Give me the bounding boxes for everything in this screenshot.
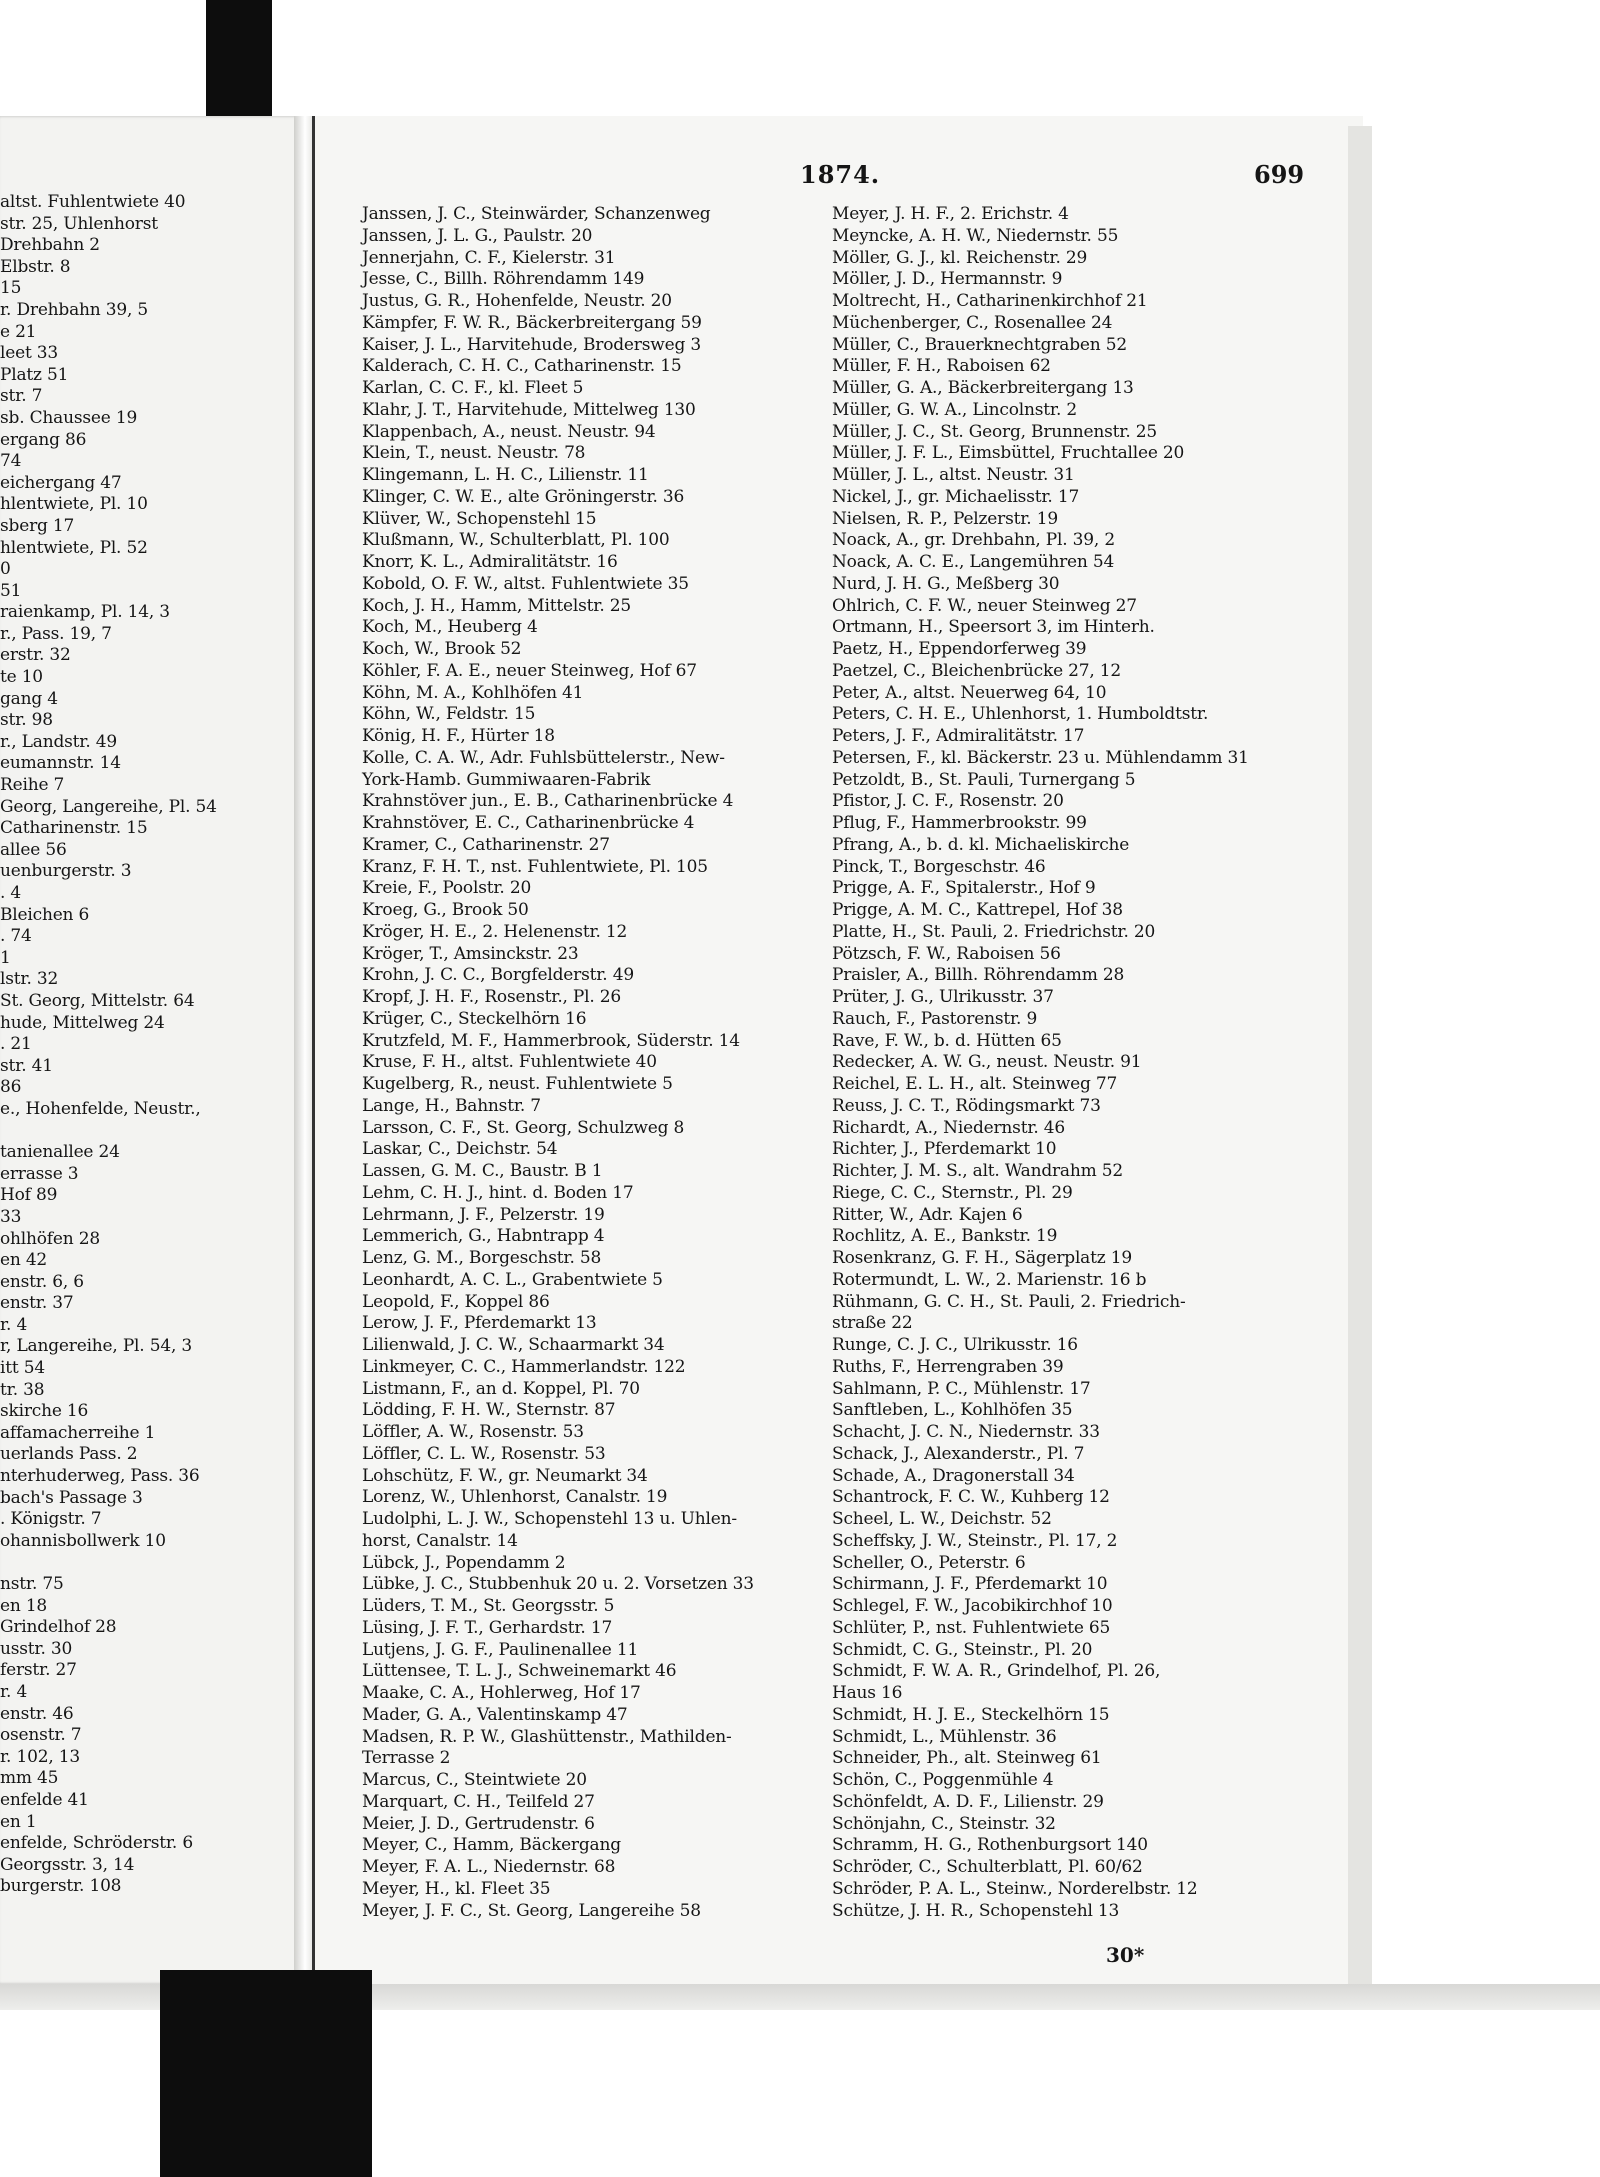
page-year-header: 1874. — [800, 160, 881, 189]
directory-entry: e., Hohenfelde, Neustr., — [0, 1098, 201, 1119]
directory-entry: r. Drehbahn 39, 5 — [0, 299, 149, 320]
directory-entry: lstr. 32 — [0, 969, 59, 990]
directory-entry: . 21 — [0, 1034, 32, 1055]
directory-entry: Schütze, J. H. R., Schopenstehl 13 — [832, 1900, 1120, 1921]
directory-entry: Riege, C. C., Sternstr., Pl. 29 — [832, 1182, 1073, 1203]
directory-entry: Nurd, J. H. G., Meßberg 30 — [832, 573, 1060, 594]
directory-entry: Kropf, J. H. F., Rosenstr., Pl. 26 — [362, 987, 622, 1007]
directory-entry: 1 — [0, 947, 11, 968]
directory-entry: Rosenkranz, G. F. H., Sägerplatz 19 — [832, 1248, 1132, 1268]
directory-entry: Hof 89 — [0, 1185, 58, 1206]
directory-entry: Drehbahn 2 — [0, 235, 100, 256]
directory-entry: Petersen, F., kl. Bäckerstr. 23 u. Mühlendamm 31 — [832, 747, 1249, 768]
directory-entry: te 10 — [0, 667, 43, 688]
directory-entry: Meyer, J. H. F., 2. Erichstr. 4 — [832, 204, 1069, 224]
directory-entry: Laskar, C., Deichstr. 54 — [362, 1139, 558, 1160]
directory-entry: enfelde 41 — [0, 1789, 89, 1810]
directory-entry: Haus 16 — [832, 1683, 903, 1703]
directory-entry: Schirmann, J. F., Pferdemarkt 10 — [832, 1574, 1108, 1595]
directory-entry: Listmann, F., an d. Koppel, Pl. 70 — [362, 1378, 640, 1399]
directory-entry: Platte, H., St. Pauli, 2. Friedrichstr. 20 — [832, 921, 1156, 942]
directory-entry: Müller, G. W. A., Lincolnstr. 2 — [832, 399, 1077, 420]
directory-entry: mm 45 — [0, 1768, 59, 1789]
directory-entry: enstr. 46 — [0, 1703, 74, 1724]
directory-entry: Müchenberger, C., Rosenallee 24 — [832, 312, 1113, 333]
directory-entry: Noack, A., gr. Drehbahn, Pl. 39, 2 — [832, 530, 1115, 551]
directory-entry: Lehm, C. H. J., hint. d. Boden 17 — [362, 1182, 634, 1203]
directory-entry: ohlhöfen 28 — [0, 1228, 100, 1249]
directory-entry: Krohn, J. C. C., Borgfelderstr. 49 — [362, 965, 634, 986]
directory-entry: Rotermundt, L. W., 2. Marienstr. 16 b — [832, 1269, 1147, 1290]
directory-entry: Richter, J., Pferdemarkt 10 — [832, 1139, 1057, 1160]
directory-entry: en 42 — [0, 1250, 48, 1271]
directory-entry: usstr. 30 — [0, 1638, 73, 1659]
directory-entry: Schramm, H. G., Rothenburgsort 140 — [832, 1835, 1148, 1856]
directory-entry: ferstr. 27 — [0, 1660, 77, 1681]
directory-entry: Schade, A., Dragonerstall 34 — [832, 1465, 1075, 1486]
directory-entry: itt 54 — [0, 1358, 45, 1379]
directory-entry: Rave, F. W., b. d. Hütten 65 — [832, 1030, 1062, 1051]
directory-entry — [0, 1121, 296, 1143]
directory-entry: 86 — [0, 1077, 22, 1098]
directory-entry: Müller, C., Brauerknechtgraben 52 — [832, 334, 1127, 355]
directory-entry: gang 4 — [0, 688, 58, 709]
directory-entry: Richardt, A., Niedernstr. 46 — [832, 1117, 1066, 1138]
directory-entry: Praisler, A., Billh. Röhrendamm 28 — [832, 965, 1125, 986]
directory-entry: Meyer, J. F. C., St. Georg, Langereihe 58 — [362, 1900, 701, 1921]
directory-entry: Redecker, A. W. G., neust. Neustr. 91 — [832, 1052, 1142, 1073]
directory-entry: Peter, A., altst. Neuerweg 64, 10 — [832, 682, 1107, 703]
directory-entry: Peters, C. H. E., Uhlenhorst, 1. Humboldtstr. — [832, 704, 1209, 725]
directory-entry: Klingemann, L. H. C., Lilienstr. 11 — [362, 465, 649, 485]
binding-strip-bottom — [160, 1970, 372, 2177]
directory-entry: Kobold, O. F. W., altst. Fuhlentwiete 35 — [362, 573, 689, 594]
directory-entry: 15 — [0, 278, 22, 299]
directory-entry: Meyer, H., kl. Fleet 35 — [362, 1878, 551, 1899]
directory-entry: Linkmeyer, C. C., Hammerlandstr. 122 — [362, 1356, 686, 1377]
directory-entry: Meyer, F. A. L., Niedernstr. 68 — [362, 1857, 616, 1877]
directory-entry: Lenz, G. M., Borgeschstr. 58 — [362, 1248, 602, 1268]
directory-entry: bach's Passage 3 — [0, 1487, 143, 1508]
directory-entry: Kroeg, G., Brook 50 — [362, 900, 529, 920]
directory-entry: Müller, G. A., Bäckerbreitergang 13 — [832, 378, 1134, 398]
directory-entry: Pötzsch, F. W., Raboisen 56 — [832, 943, 1061, 964]
directory-entry: 0 — [0, 559, 11, 580]
directory-entry: r. 4 — [0, 1314, 28, 1335]
directory-entry: Krahnstöver jun., E. B., Catharinenbrücke 4 — [362, 791, 734, 812]
directory-entry: tanienallee 24 — [0, 1142, 120, 1163]
directory-entry: Kranz, F. H. T., nst. Fuhlentwiete, Pl. 105 — [362, 856, 708, 877]
directory-entry: Janssen, J. C., Steinwärder, Schanzenweg — [362, 204, 711, 224]
directory-entry: Lorenz, W., Uhlenhorst, Canalstr. 19 — [362, 1487, 668, 1508]
directory-entry: str. 25, Uhlenhorst — [0, 213, 158, 234]
directory-entry: Sahlmann, P. C., Mühlenstr. 17 — [832, 1378, 1091, 1399]
directory-entry: Moltrecht, H., Catharinenkirchhof 21 — [832, 291, 1148, 311]
directory-entry: nstr. 75 — [0, 1574, 64, 1594]
directory-entry: Prigge, A. M. C., Kattrepel, Hof 38 — [832, 900, 1123, 920]
directory-entry: sb. Chaussee 19 — [0, 407, 138, 428]
directory-entry: Georg, Langereihe, Pl. 54 — [0, 796, 217, 817]
directory-entry: enstr. 37 — [0, 1293, 74, 1314]
directory-entry: Pfistor, J. C. F., Rosenstr. 20 — [832, 791, 1064, 812]
directory-entry: Lübck, J., Popendamm 2 — [362, 1552, 566, 1573]
directory-entry: Möller, J. D., Hermannstr. 9 — [832, 269, 1063, 290]
directory-entry: Schlüter, P., nst. Fuhlentwiete 65 — [832, 1617, 1111, 1638]
directory-entry: r., Landstr. 49 — [0, 731, 117, 752]
directory-entry: Ortmann, H., Speersort 3, im Hinterh. — [832, 617, 1155, 638]
directory-entry: Rochlitz, A. E., Bankstr. 19 — [832, 1226, 1058, 1247]
directory-entry: affamacherreihe 1 — [0, 1422, 156, 1443]
directory-entry: Koch, W., Brook 52 — [362, 639, 522, 659]
directory-entry: Lüttensee, T. L. J., Schweinemarkt 46 — [362, 1661, 677, 1682]
directory-entry: Köhn, M. A., Kohlhöfen 41 — [362, 682, 584, 703]
directory-entry: Ludolphi, L. J. W., Schopenstehl 13 u. Uhlen- — [362, 1509, 737, 1529]
directory-entry: Scheel, L. W., Deichstr. 52 — [832, 1509, 1052, 1529]
directory-entry: Schön, C., Poggenmühle 4 — [832, 1770, 1054, 1790]
directory-entry — [0, 1552, 296, 1574]
directory-entry: Schacht, J. C. N., Niedernstr. 33 — [832, 1422, 1100, 1442]
directory-entry: Sanftleben, L., Kohlhöfen 35 — [832, 1400, 1073, 1421]
directory-entry: enfelde, Schröderstr. 6 — [0, 1833, 193, 1854]
directory-entry: Prigge, A. F., Spitalerstr., Hof 9 — [832, 878, 1096, 899]
directory-entry: . Königstr. 7 — [0, 1509, 102, 1530]
directory-entry: Paetzel, C., Bleichenbrücke 27, 12 — [832, 660, 1121, 681]
directory-entry: Schmidt, H. J. E., Steckelhörn 15 — [832, 1704, 1110, 1725]
directory-entry: Nielsen, R. P., Pelzerstr. 19 — [832, 508, 1058, 529]
directory-entry: Pinck, T., Borgeschstr. 46 — [832, 856, 1046, 877]
directory-entry: skirche 16 — [0, 1401, 89, 1422]
directory-entry: Schmidt, C. G., Steinstr., Pl. 20 — [832, 1639, 1093, 1660]
directory-entry: Petzoldt, B., St. Pauli, Turnergang 5 — [832, 769, 1136, 790]
directory-entry: Löffler, C. L. W., Rosenstr. 53 — [362, 1443, 606, 1464]
directory-entry: Schönjahn, C., Steinstr. 32 — [832, 1813, 1056, 1834]
directory-entry: straße 22 — [832, 1313, 913, 1334]
directory-entry: Schröder, P. A. L., Steinw., Norderelbstr. 12 — [832, 1878, 1198, 1899]
directory-entry: Marquart, C. H., Teilfeld 27 — [362, 1791, 595, 1812]
directory-entry: en 18 — [0, 1595, 48, 1616]
directory-entry: Jennerjahn, C. F., Kielerstr. 31 — [362, 247, 616, 268]
directory-entry: Ritter, W., Adr. Kajen 6 — [832, 1204, 1023, 1225]
directory-entry: Krutzfeld, M. F., Hammerbrook, Süderstr. 14 — [362, 1030, 740, 1051]
directory-entry: r. 4 — [0, 1681, 28, 1702]
middle-directory-column — [362, 204, 828, 1922]
directory-entry: eumannstr. 14 — [0, 753, 121, 774]
directory-entry: Ruths, F., Herrengraben 39 — [832, 1356, 1064, 1377]
directory-entry: Elbstr. 8 — [0, 256, 71, 277]
directory-entry: Madsen, R. P. W., Glashüttenstr., Mathilden- — [362, 1726, 732, 1747]
directory-entry: str. 41 — [0, 1055, 53, 1076]
right-directory-column — [832, 204, 1332, 1922]
directory-entry: Schönfeldt, A. D. F., Lilienstr. 29 — [832, 1791, 1104, 1812]
directory-entry: Rauch, F., Pastorenstr. 9 — [832, 1008, 1038, 1029]
directory-entry: Lübke, J. C., Stubbenhuk 20 u. 2. Vorsetzen 33 — [362, 1574, 754, 1595]
directory-entry: Grindelhof 28 — [0, 1617, 117, 1638]
directory-entry: Schneider, Ph., alt. Steinweg 61 — [832, 1748, 1102, 1769]
directory-entry: Prüter, J. G., Ulrikusstr. 37 — [832, 987, 1054, 1007]
directory-entry: Noack, A. C. E., Langemühren 54 — [832, 552, 1115, 572]
directory-entry: Rühmann, G. C. H., St. Pauli, 2. Friedrich- — [832, 1291, 1186, 1312]
directory-entry: 74 — [0, 451, 22, 472]
directory-entry: e 21 — [0, 321, 37, 342]
directory-entry: Richter, J. M. S., alt. Wandrahm 52 — [832, 1161, 1123, 1181]
directory-entry: uerlands Pass. 2 — [0, 1444, 138, 1465]
directory-entry: Georgsstr. 3, 14 — [0, 1854, 135, 1875]
directory-entry: Kugelberg, R., neust. Fuhlentwiete 5 — [362, 1074, 673, 1094]
directory-entry: Müller, J. L., altst. Neustr. 31 — [832, 465, 1075, 485]
printer-signature-mark: 30* — [1106, 1943, 1145, 1967]
directory-entry: Lemmerich, G., Habntrapp 4 — [362, 1226, 605, 1247]
directory-entry: eichergang 47 — [0, 472, 122, 493]
directory-entry: Schmidt, F. W. A. R., Grindelhof, Pl. 26, — [832, 1661, 1161, 1682]
directory-entry: osenstr. 7 — [0, 1725, 82, 1746]
directory-entry: Lehrmann, J. F., Pelzerstr. 19 — [362, 1204, 605, 1225]
directory-entry: en 1 — [0, 1811, 37, 1832]
directory-entry: altst. Fuhlentwiete 40 — [0, 192, 186, 212]
directory-entry: Terrasse 2 — [362, 1748, 451, 1769]
directory-entry: str. 7 — [0, 386, 43, 407]
page-edge-shade — [1348, 126, 1372, 1984]
directory-entry: Scheller, O., Peterstr. 6 — [832, 1552, 1026, 1573]
directory-entry: r, Langereihe, Pl. 54, 3 — [0, 1336, 192, 1357]
directory-entry: Kröger, H. E., 2. Helenenstr. 12 — [362, 921, 628, 942]
directory-entry: Lüders, T. M., St. Georgsstr. 5 — [362, 1596, 615, 1616]
directory-entry: Pfrang, A., b. d. kl. Michaeliskirche — [832, 834, 1130, 855]
directory-entry: Lüsing, J. F. T., Gerhardstr. 17 — [362, 1617, 613, 1638]
directory-entry: Kröger, T., Amsinckstr. 23 — [362, 943, 579, 964]
directory-entry: Klinger, C. W. E., alte Gröningerstr. 36 — [362, 486, 685, 507]
directory-entry: König, H. F., Hürter 18 — [362, 726, 555, 746]
directory-entry: horst, Canalstr. 14 — [362, 1530, 518, 1551]
directory-entry: Klüver, W., Schopenstehl 15 — [362, 508, 597, 529]
directory-entry: Mader, G. A., Valentinskamp 47 — [362, 1704, 628, 1725]
directory-entry: Schantrock, F. C. W., Kuhberg 12 — [832, 1487, 1110, 1508]
directory-entry: Lohschütz, F. W., gr. Neumarkt 34 — [362, 1465, 648, 1486]
directory-entry: . 74 — [0, 926, 32, 947]
directory-entry: ohannisbollwerk 10 — [0, 1530, 166, 1551]
directory-entry: allee 56 — [0, 839, 67, 860]
directory-entry: Meier, J. D., Gertrudenstr. 6 — [362, 1813, 595, 1834]
directory-entry: Catharinenstr. 15 — [0, 818, 148, 839]
directory-entry: Müller, F. H., Raboisen 62 — [832, 356, 1051, 377]
directory-entry: Schlegel, F. W., Jacobikirchhof 10 — [832, 1596, 1113, 1616]
directory-entry: Klappenbach, A., neust. Neustr. 94 — [362, 421, 656, 442]
directory-entry: Peters, J. F., Admiralitätstr. 17 — [832, 726, 1085, 746]
directory-entry: Koch, M., Heuberg 4 — [362, 617, 538, 638]
directory-entry: Kramer, C., Catharinenstr. 27 — [362, 834, 610, 855]
directory-entry: Kreie, F., Poolstr. 20 — [362, 878, 532, 899]
directory-entry: Müller, J. C., St. Georg, Brunnenstr. 25 — [832, 421, 1157, 442]
directory-entry: Koch, J. H., Hamm, Mittelstr. 25 — [362, 595, 631, 616]
directory-entry: Bleichen 6 — [0, 904, 90, 925]
directory-entry: Krüger, C., Steckelhörn 16 — [362, 1008, 587, 1029]
directory-entry: Klußmann, W., Schulterblatt, Pl. 100 — [362, 530, 670, 551]
directory-entry: tr. 38 — [0, 1379, 45, 1400]
directory-entry: hude, Mittelweg 24 — [0, 1012, 165, 1033]
directory-entry: Lödding, F. H. W., Sternstr. 87 — [362, 1400, 616, 1421]
directory-entry: Löffler, A. W., Rosenstr. 53 — [362, 1422, 584, 1442]
directory-entry: Meyer, C., Hamm, Bäckergang — [362, 1835, 621, 1856]
directory-entry: Möller, G. J., kl. Reichenstr. 29 — [832, 247, 1088, 268]
directory-entry: Kolle, C. A. W., Adr. Fuhlsbüttelerstr., New- — [362, 747, 725, 768]
directory-entry: Lilienwald, J. C. W., Schaarmarkt 34 — [362, 1335, 665, 1355]
directory-entry: nterhuderweg, Pass. 36 — [0, 1466, 200, 1487]
directory-entry: erstr. 32 — [0, 645, 71, 666]
directory-entry: Marcus, C., Steintwiete 20 — [362, 1770, 587, 1790]
directory-entry: York-Hamb. Gummiwaaren-Fabrik — [362, 769, 651, 790]
directory-entry: Reuss, J. C. T., Rödingsmarkt 73 — [832, 1095, 1101, 1116]
directory-entry: Lutjens, J. G. F., Paulinenallee 11 — [362, 1639, 639, 1660]
directory-entry: hlentwiete, Pl. 10 — [0, 494, 148, 515]
directory-entry: Knorr, K. L., Admiralitätstr. 16 — [362, 552, 618, 572]
directory-entry: Jesse, C., Billh. Röhrendamm 149 — [362, 269, 645, 290]
directory-entry: Paetz, H., Eppendorferweg 39 — [832, 639, 1087, 659]
directory-entry: errasse 3 — [0, 1163, 79, 1184]
directory-entry: Leonhardt, A. C. L., Grabentwiete 5 — [362, 1269, 663, 1290]
directory-entry: Lassen, G. M. C., Baustr. B 1 — [362, 1161, 603, 1181]
directory-entry: Larsson, C. F., St. Georg, Schulzweg 8 — [362, 1117, 685, 1138]
directory-entry: Köhn, W., Feldstr. 15 — [362, 704, 536, 725]
directory-entry: Müller, J. F. L., Eimsbüttel, Fruchtallee 20 — [832, 443, 1185, 464]
directory-entry: r. 102, 13 — [0, 1746, 80, 1767]
directory-entry: Runge, C. J. C., Ulrikusstr. 16 — [832, 1335, 1078, 1355]
directory-entry: Schack, J., Alexanderstr., Pl. 7 — [832, 1443, 1085, 1464]
directory-entry: Maake, C. A., Hohlerweg, Hof 17 — [362, 1683, 641, 1703]
directory-entry: hlentwiete, Pl. 52 — [0, 537, 148, 558]
directory-entry: Justus, G. R., Hohenfelde, Neustr. 20 — [362, 291, 672, 311]
directory-entry: sberg 17 — [0, 515, 75, 536]
directory-entry: Klein, T., neust. Neustr. 78 — [362, 443, 586, 464]
directory-entry: Lerow, J. F., Pferdemarkt 13 — [362, 1313, 597, 1334]
directory-entry: Kalderach, C. H. C., Catharinenstr. 15 — [362, 356, 682, 377]
left-page-column — [0, 192, 296, 1898]
directory-entry: St. Georg, Mittelstr. 64 — [0, 990, 195, 1011]
directory-entry: Kruse, F. H., altst. Fuhlentwiete 40 — [362, 1052, 657, 1073]
directory-entry: Klahr, J. T., Harvitehude, Mittelweg 130 — [362, 399, 696, 420]
directory-entry: str. 98 — [0, 710, 53, 731]
page-number: 699 — [1254, 160, 1305, 189]
directory-entry: r., Pass. 19, 7 — [0, 623, 112, 644]
directory-entry: Leopold, F., Koppel 86 — [362, 1291, 550, 1312]
binding-strip-top — [206, 0, 272, 122]
directory-entry: enstr. 6, 6 — [0, 1271, 84, 1292]
directory-entry: Lange, H., Bahnstr. 7 — [362, 1095, 541, 1116]
directory-entry: Janssen, J. L. G., Paulstr. 20 — [362, 225, 593, 246]
directory-entry: burgerstr. 108 — [0, 1876, 122, 1897]
directory-entry: raienkamp, Pl. 14, 3 — [0, 602, 170, 623]
directory-entry: ergang 86 — [0, 429, 87, 450]
directory-entry: Scheffsky, J. W., Steinstr., Pl. 17, 2 — [832, 1530, 1118, 1551]
directory-entry: Krahnstöver, E. C., Catharinenbrücke 4 — [362, 813, 695, 833]
directory-entry: Reichel, E. L. H., alt. Steinweg 77 — [832, 1074, 1118, 1094]
directory-entry: Nickel, J., gr. Michaelisstr. 17 — [832, 486, 1080, 507]
directory-entry: 51 — [0, 580, 22, 601]
directory-entry: Schmidt, L., Mühlenstr. 36 — [832, 1726, 1057, 1747]
directory-entry: Pflug, F., Hammerbrookstr. 99 — [832, 813, 1087, 833]
directory-entry: Karlan, C. C. F., kl. Fleet 5 — [362, 378, 584, 398]
directory-entry: Meyncke, A. H. W., Niedernstr. 55 — [832, 225, 1119, 246]
directory-entry: Köhler, F. A. E., neuer Steinweg, Hof 67 — [362, 660, 697, 681]
directory-entry: Kaiser, J. L., Harvitehude, Brodersweg 3 — [362, 334, 701, 355]
directory-entry: 33 — [0, 1206, 22, 1227]
directory-entry: Schröder, C., Schulterblatt, Pl. 60/62 — [832, 1857, 1143, 1877]
directory-entry: Reihe 7 — [0, 775, 65, 796]
directory-entry: Ohlrich, C. F. W., neuer Steinweg 27 — [832, 595, 1137, 616]
directory-entry: leet 33 — [0, 343, 59, 364]
directory-entry: Kämpfer, F. W. R., Bäckerbreitergang 59 — [362, 312, 702, 333]
directory-entry: . 4 — [0, 883, 22, 903]
directory-entry: Platz 51 — [0, 364, 69, 385]
directory-entry: uenburgerstr. 3 — [0, 861, 132, 882]
